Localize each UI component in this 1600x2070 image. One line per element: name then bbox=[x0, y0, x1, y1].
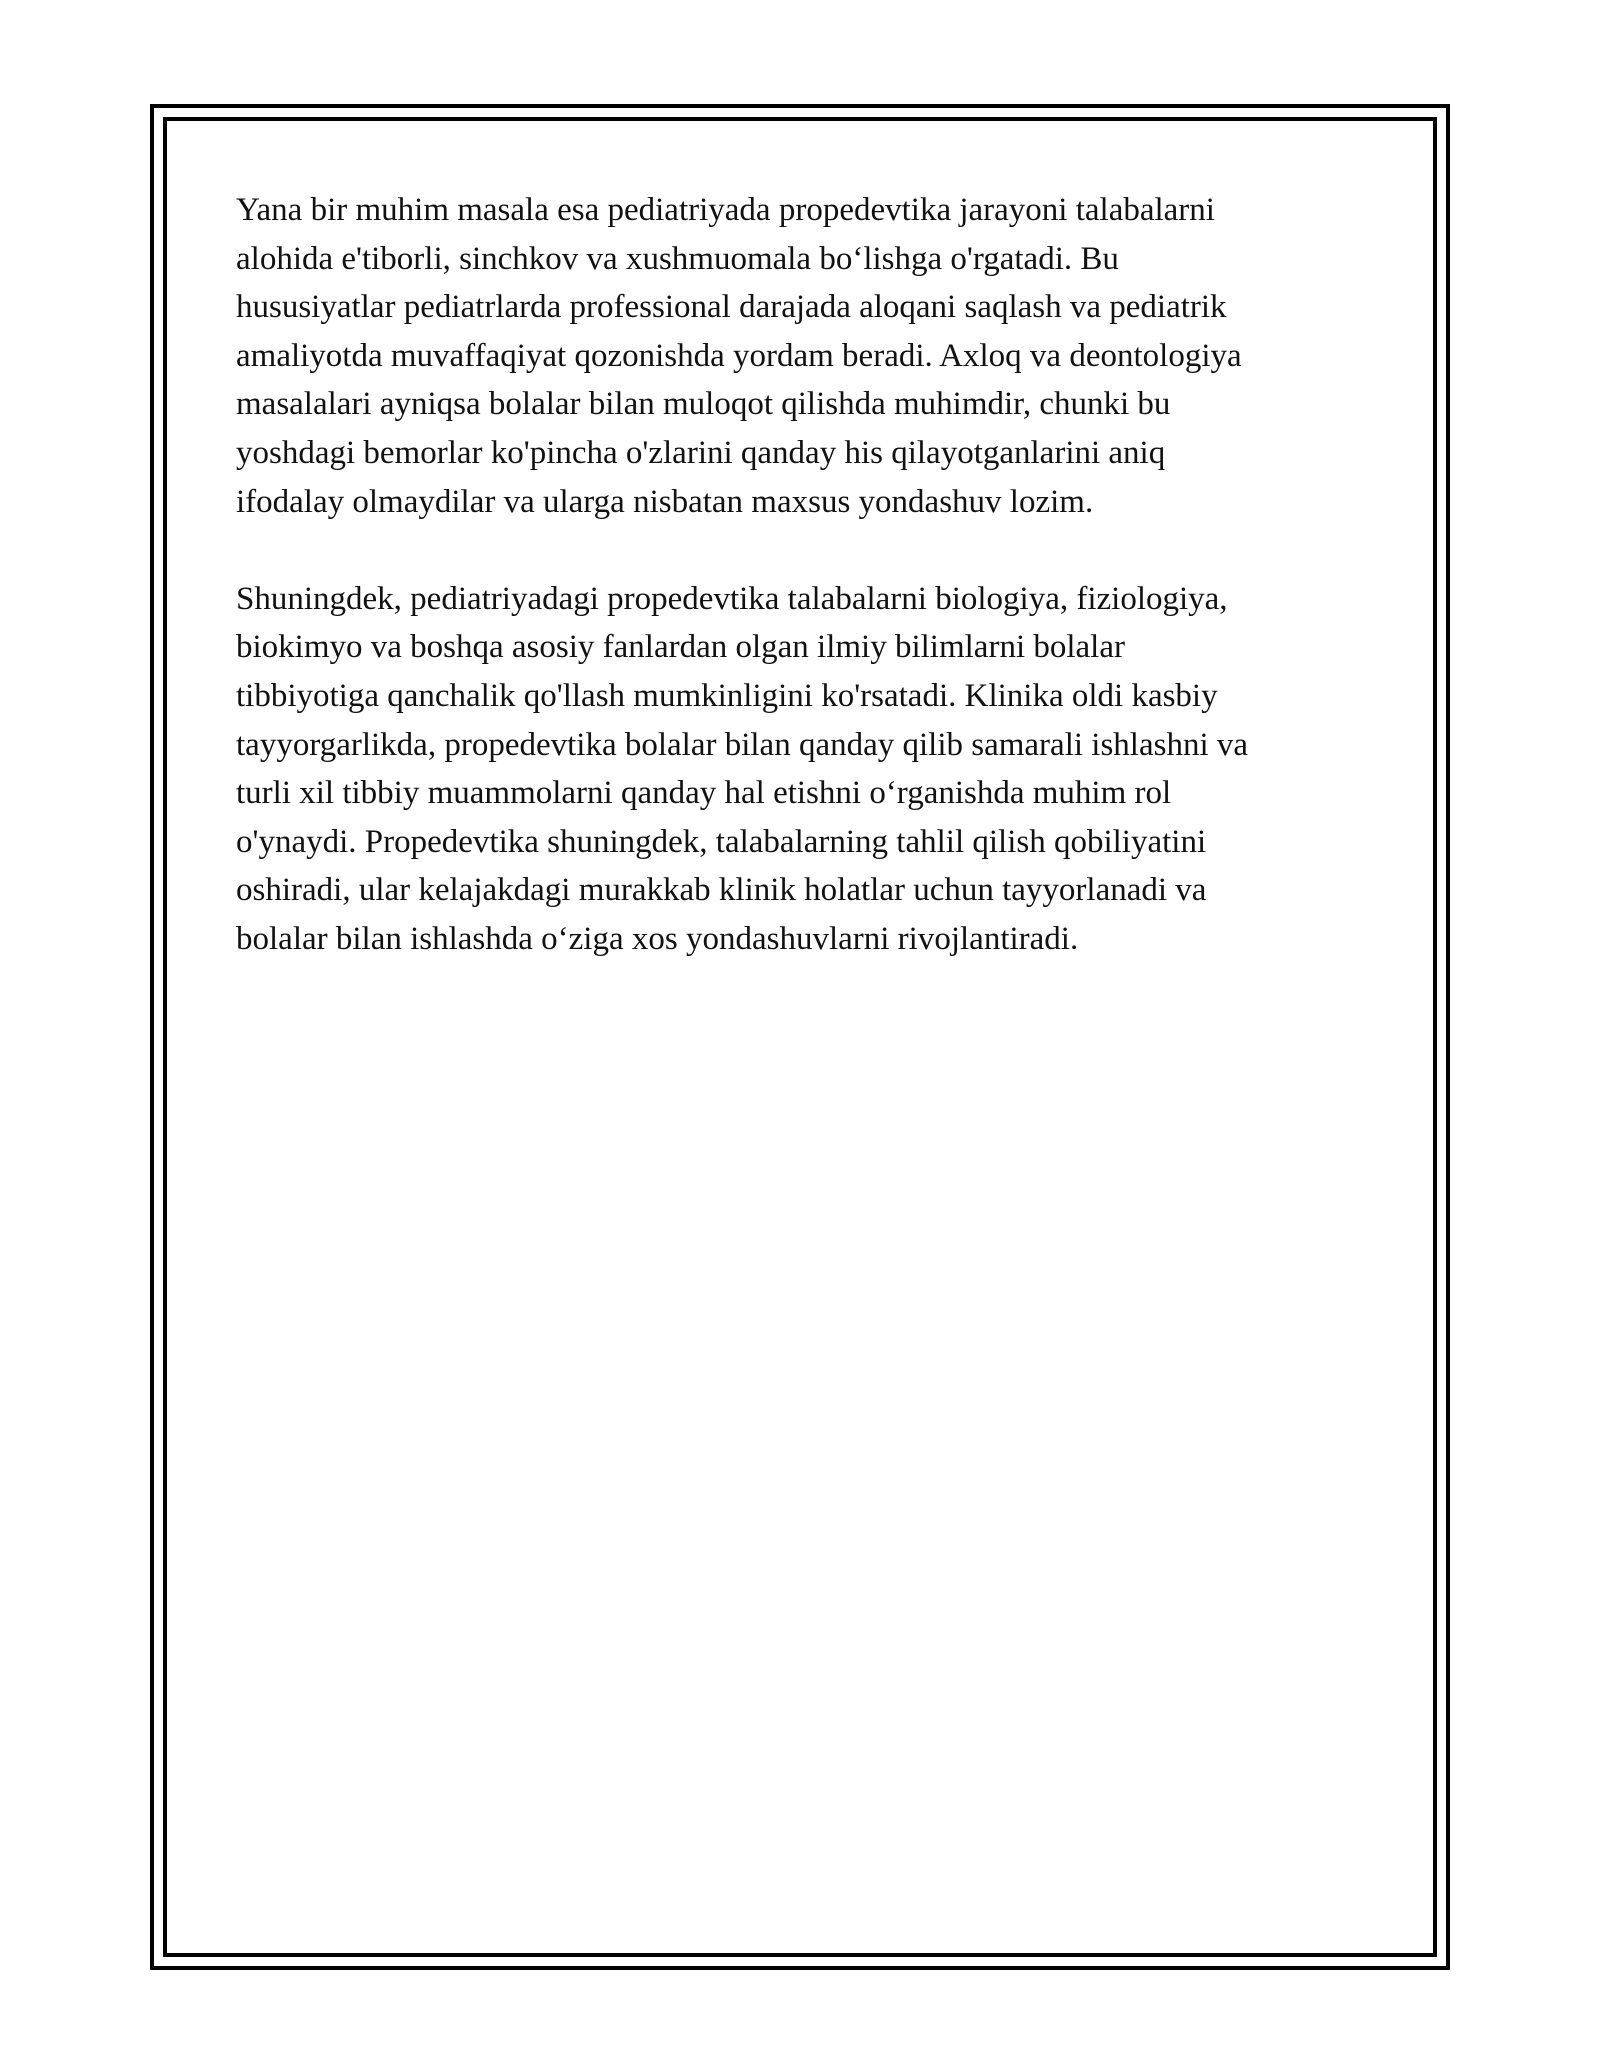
text-line: turli xil tibbiy muammolarni qanday hal etishni o‘rganishda muhim rol bbox=[236, 775, 1172, 812]
paragraph-2 bbox=[236, 575, 1376, 964]
text-line: tayyorgarlikda, propedevtika bolalar bilan qanday qilib samarali ishlashni va bbox=[236, 726, 1249, 763]
text-line: amaliyotda muvaffaqiyat qozonishda yordam beradi. Axloq va deontologiya bbox=[236, 337, 1242, 374]
text-line: o'ynaydi. Propedevtika shuningdek, talabalarning tahlil qilish qobiliyatini bbox=[236, 823, 1207, 860]
text-line: Yana bir muhim masala esa pediatriyada propedevtika jarayoni talabalarni bbox=[236, 192, 1215, 228]
text-line: tibbiyotiga qanchalik qo'llash mumkinligini ko'rsatadi. Klinika oldi kasbiy bbox=[236, 677, 1218, 714]
text-line: hususiyatlar pediatrlarda professional darajada aloqani saqlash va pediatrik bbox=[236, 289, 1227, 326]
text-line: biokimyo va boshqa asosiy fanlardan olgan ilmiy bilimlarni bolalar bbox=[236, 629, 1125, 666]
text-line: bolalar bilan ishlashda o‘ziga xos yondashuvlarni rivojlantiradi. bbox=[236, 920, 1079, 957]
text-line: alohida e'tiborli, sinchkov va xushmuomala bo‘lishga o'rgatadi. Bu bbox=[236, 240, 1119, 277]
document-body bbox=[236, 186, 1376, 964]
paragraph-spacer bbox=[236, 526, 1376, 575]
text-line: ifodalay olmaydilar va ularga nisbatan maxsus yondashuv lozim. bbox=[236, 483, 1094, 520]
paragraph-1 bbox=[236, 186, 1376, 526]
text-line: Shuningdek, pediatriyadagi propedevtika talabalarni biologiya, fiziologiya, bbox=[236, 580, 1228, 617]
text-line: yoshdagi bemorlar ko'pincha o'zlarini qanday his qilayotganlarini aniq bbox=[236, 434, 1166, 471]
text-line: oshiradi, ular kelajakdagi murakkab klinik holatlar uchun tayyorlanadi va bbox=[236, 872, 1207, 909]
text-line: masalalari ayniqsa bolalar bilan muloqot qilishda muhimdir, chunki bu bbox=[236, 386, 1171, 423]
